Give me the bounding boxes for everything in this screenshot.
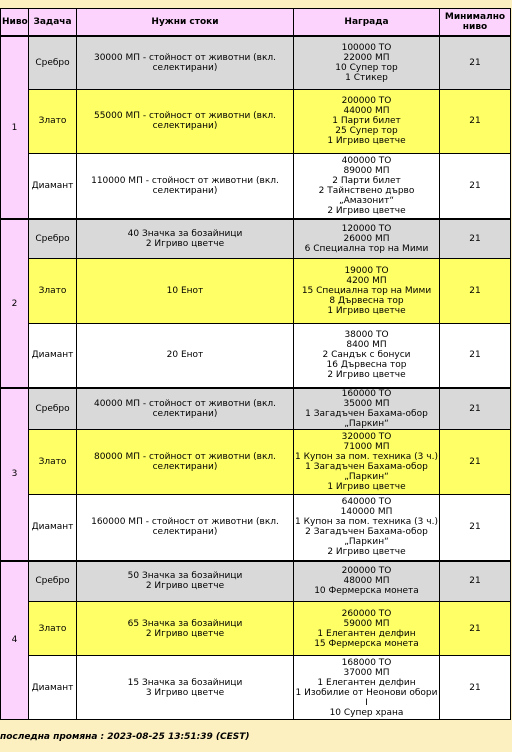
reward-line: 200000 ТО <box>341 566 392 577</box>
reward-cell <box>294 561 440 602</box>
required-line: 30000 МП - стойност от животни (вкл. селектирани) <box>93 52 277 73</box>
header-min-level: Минимално ниво <box>440 9 511 37</box>
required-line: 80000 МП - стойност от животни (вкл. селектирани) <box>93 452 277 472</box>
level-cell: 2 <box>1 219 29 388</box>
task-cell: Злато <box>29 258 77 323</box>
min-level-cell: 21 <box>440 323 511 388</box>
min-level-cell: 21 <box>440 258 511 323</box>
reward-line: 1 Игриво цветче <box>327 136 406 146</box>
reward-line: 37000 МП <box>343 667 390 678</box>
reward-cell <box>294 388 440 430</box>
reward-line: 4200 МП <box>346 275 387 286</box>
reward-line: 1 Изобилие от Неонови обори I <box>295 687 438 708</box>
reward-line: 1 Елегантен делфин <box>317 628 416 639</box>
reward-line: 1 Купон за пом. техника (3 ч.) <box>295 517 438 528</box>
reward-line: 10 Супер тор <box>335 62 398 73</box>
reward-line: 71000 МП <box>343 442 390 452</box>
required-line: 2 Игриво цветче <box>145 238 225 249</box>
table-row <box>1 561 511 602</box>
reward-line: 25 Супер тор <box>335 126 398 136</box>
reward-cell <box>294 656 440 720</box>
min-level-cell: 21 <box>440 388 511 430</box>
required-cell <box>77 323 294 388</box>
reward-line: 160000 ТО <box>341 389 392 399</box>
table-row <box>1 323 511 388</box>
table-row <box>1 153 511 219</box>
table-row <box>1 258 511 323</box>
reward-cell <box>294 430 440 495</box>
task-cell: Злато <box>29 602 77 656</box>
required-cell <box>77 430 294 495</box>
required-cell <box>77 561 294 602</box>
reward-line: 89000 МП <box>343 165 390 176</box>
task-cell: Диамант <box>29 495 77 561</box>
reward-line: 168000 ТО <box>341 657 392 668</box>
reward-line: 1 Игриво цветче <box>327 305 406 316</box>
required-line: 40000 МП - стойност от животни (вкл. селектирани) <box>93 399 277 419</box>
required-line: 2 Игриво цветче <box>145 628 225 639</box>
reward-line: 2 Сандък с бонуси <box>322 350 411 361</box>
reward-line: 2 Парти билет <box>332 175 401 186</box>
task-cell: Сребро <box>29 561 77 602</box>
table-row <box>1 430 511 495</box>
required-cell <box>77 89 294 153</box>
required-cell <box>77 495 294 561</box>
reward-line: 1 Игриво цветче <box>327 482 406 492</box>
required-cell <box>77 153 294 219</box>
table-body <box>1 36 511 720</box>
required-line: 160000 МП - стойност от животни (вкл. селектирани) <box>91 517 279 538</box>
min-level-cell: 21 <box>440 430 511 495</box>
reward-cell <box>294 258 440 323</box>
task-cell: Диамант <box>29 323 77 388</box>
required-line: 3 Игриво цветче <box>145 687 225 698</box>
task-cell: Диамант <box>29 656 77 720</box>
min-level-cell: 21 <box>440 561 511 602</box>
table-row <box>1 89 511 153</box>
table-row <box>1 656 511 720</box>
min-level-cell: 21 <box>440 153 511 219</box>
header-required: Нужни стоки <box>77 9 294 37</box>
task-cell: Сребро <box>29 219 77 258</box>
reward-line: 15 Специална тор на Мими <box>301 285 432 296</box>
task-cell: Злато <box>29 430 77 495</box>
reward-line: 10 Фермерска монета <box>314 586 419 597</box>
reward-line: 8 Дървесна тор <box>329 295 404 306</box>
page-background <box>0 742 512 752</box>
reward-cell <box>294 89 440 153</box>
level-cell: 3 <box>1 388 29 561</box>
task-cell: Сребро <box>29 36 77 89</box>
quest-table <box>0 8 511 720</box>
reward-line: 260000 ТО <box>341 608 392 619</box>
reward-line: 200000 ТО <box>341 96 392 106</box>
header-level: Ниво <box>1 9 29 37</box>
min-level-cell: 21 <box>440 602 511 656</box>
reward-line: 1 Елегантен делфин <box>317 677 416 688</box>
reward-cell <box>294 323 440 388</box>
min-level-cell: 21 <box>440 656 511 720</box>
table-row <box>1 36 511 89</box>
reward-cell <box>294 219 440 258</box>
required-line: 65 Значка за бозайници <box>127 618 243 629</box>
reward-line: 2 Игриво цветче <box>327 547 406 558</box>
reward-line: 1 Парти билет <box>332 116 401 126</box>
reward-cell <box>294 153 440 219</box>
reward-line: 2 Игриво цветче <box>327 205 406 216</box>
last-modified: последна промяна : 2023-08-25 13:51:39 (CEST) <box>0 732 250 742</box>
required-cell <box>77 258 294 323</box>
required-line: 40 Значка за бозайници <box>127 228 243 239</box>
reward-line: 400000 ТО <box>341 155 392 166</box>
reward-line: 59000 МП <box>343 618 390 629</box>
table-row <box>1 388 511 430</box>
required-cell <box>77 388 294 430</box>
reward-line: 15 Фермерска монета <box>314 638 419 649</box>
reward-line: 19000 ТО <box>344 265 389 276</box>
required-cell <box>77 602 294 656</box>
level-cell: 1 <box>1 36 29 219</box>
required-cell <box>77 36 294 89</box>
reward-line: 10 Супер храна <box>329 707 404 718</box>
reward-cell <box>294 495 440 561</box>
required-line: 20 Енот <box>166 350 204 361</box>
reward-line: 8400 МП <box>346 340 387 351</box>
required-line: 110000 МП - стойност от животни (вкл. селектирани) <box>91 175 279 196</box>
reward-line: 1 Загадъчен Бахама-обор „Паркин“ <box>305 462 428 482</box>
reward-line: 1 Загадъчен Бахама-обор „Паркин“ <box>305 409 428 429</box>
reward-line: 100000 ТО <box>341 42 392 53</box>
reward-line: 1 Стикер <box>345 72 388 83</box>
required-line: 15 Значка за бозайници <box>127 677 243 688</box>
min-level-cell: 21 <box>440 219 511 258</box>
level-cell: 4 <box>1 561 29 720</box>
reward-cell <box>294 602 440 656</box>
required-line: 10 Енот <box>166 285 204 296</box>
task-cell: Злато <box>29 89 77 153</box>
min-level-cell: 21 <box>440 36 511 89</box>
table-row <box>1 495 511 561</box>
reward-line: 38000 ТО <box>344 330 389 341</box>
reward-line: 22000 МП <box>343 52 390 63</box>
min-level-cell: 21 <box>440 89 511 153</box>
table-row <box>1 219 511 258</box>
reward-cell <box>294 36 440 89</box>
reward-line: 16 Дървесна тор <box>326 360 407 371</box>
reward-line: 6 Специална тор на Мими <box>304 243 429 254</box>
reward-line: 44000 МП <box>343 106 390 116</box>
task-cell: Сребро <box>29 388 77 430</box>
header-row <box>1 9 511 37</box>
reward-line: 1 Купон за пом. техника (3 ч.) <box>295 452 438 462</box>
reward-line: 120000 ТО <box>341 223 392 234</box>
table-row <box>1 602 511 656</box>
required-line: 55000 МП - стойност от животни (вкл. селектирани) <box>93 111 277 131</box>
required-cell <box>77 219 294 258</box>
reward-line: 640000 ТО <box>341 497 392 508</box>
header-task: Задача <box>29 9 77 37</box>
reward-line: 140000 МП <box>340 507 393 518</box>
reward-line: 26000 МП <box>343 233 390 244</box>
required-line: 50 Значка за бозайници <box>127 571 243 582</box>
reward-line: 2 Тайнствено дърво „Амазонит“ <box>318 185 415 206</box>
required-line: 2 Игриво цветче <box>145 581 225 592</box>
reward-line: 2 Загадъчен Бахама-обор „Паркин“ <box>305 527 428 548</box>
task-cell: Диамант <box>29 153 77 219</box>
required-cell <box>77 656 294 720</box>
reward-line: 2 Игриво цветче <box>327 370 406 381</box>
reward-line: 48000 МП <box>343 576 390 587</box>
reward-line: 35000 МП <box>343 399 390 409</box>
header-reward: Награда <box>294 9 440 37</box>
reward-line: 320000 ТО <box>341 432 392 442</box>
min-level-cell: 21 <box>440 495 511 561</box>
